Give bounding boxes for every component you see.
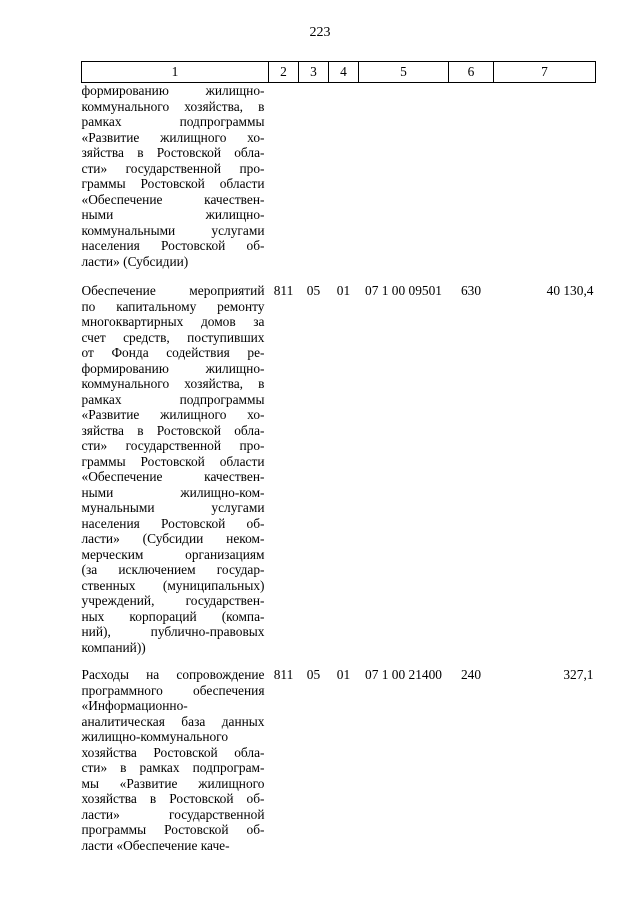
section-code: 05 bbox=[306, 667, 321, 682]
description-line: рамках подпрограммы bbox=[81, 114, 265, 129]
description-line: Расходы на сопровождение bbox=[81, 667, 265, 682]
ministry-code: 811 bbox=[273, 667, 294, 682]
amount: 327,1 bbox=[563, 667, 594, 682]
ministry-code: 811 bbox=[273, 283, 294, 298]
description-line: ласти «Обеспечение каче- bbox=[81, 837, 230, 853]
section-code: 05 bbox=[306, 283, 321, 298]
description-line: ными жилищно-ком- bbox=[81, 484, 265, 500]
description-line: сти» государственной про- bbox=[81, 160, 265, 176]
description-line: хозяйства Ростовской обла- bbox=[81, 744, 265, 760]
description-line: зяйства в Ростовской обла- bbox=[81, 422, 265, 438]
description-line: многоквартирных домов за bbox=[81, 314, 265, 329]
row-description bbox=[82, 283, 269, 667]
table-header bbox=[82, 62, 596, 83]
description-line: учреждений, государствен- bbox=[81, 593, 265, 608]
description-line: ных корпораций (компа- bbox=[81, 608, 265, 624]
subsection-code: 01 bbox=[336, 667, 351, 682]
description-line: мунальными услугами bbox=[81, 500, 265, 515]
description-line: ласти» (Субсидии) bbox=[81, 253, 189, 269]
description-line: зяйства в Ростовской обла- bbox=[81, 145, 265, 160]
expense-type-code: 240 bbox=[460, 667, 482, 682]
page-number: 223 bbox=[309, 25, 331, 40]
description-line: сти» государственной про- bbox=[81, 438, 265, 453]
header-col-7: 7 bbox=[494, 62, 596, 83]
description-line: населения Ростовской об- bbox=[81, 515, 265, 531]
description-line: коммунального хозяйства, в bbox=[81, 376, 265, 391]
expense-type-code: 630 bbox=[460, 283, 482, 298]
description-line: (за исключением государ- bbox=[81, 562, 265, 577]
description-line: аналитическая база данных bbox=[81, 713, 265, 729]
description-line: формированию жилищно- bbox=[81, 360, 265, 376]
description-line: мы «Развитие жилищного bbox=[81, 775, 265, 791]
description-line: коммунальными услугами bbox=[81, 222, 265, 238]
header-row bbox=[82, 62, 596, 83]
description-line: счет средств, поступивших bbox=[81, 329, 265, 345]
description-line: коммунального хозяйства, в bbox=[81, 98, 265, 114]
description-line: ний), публично-правовых bbox=[81, 624, 265, 639]
description-line: «Информационно- bbox=[81, 698, 188, 713]
description-line: Обеспечение мероприятий bbox=[81, 283, 265, 298]
table-row bbox=[82, 667, 596, 853]
amount bbox=[494, 83, 596, 284]
description-line: «Обеспечение качествен- bbox=[81, 191, 265, 207]
table-row bbox=[82, 283, 596, 667]
description-line: хозяйства в Ростовской об- bbox=[81, 791, 265, 806]
target-article-code: 07 1 00 09501 bbox=[365, 283, 442, 298]
description-line: «Развитие жилищного хо- bbox=[81, 407, 265, 422]
description-line: программы Ростовской об- bbox=[81, 822, 265, 837]
description-line: ственных (муниципальных) bbox=[81, 577, 265, 593]
amount: 40 130,4 bbox=[546, 283, 594, 298]
description-line: граммы Ростовской области bbox=[81, 176, 265, 191]
description-line: населения Ростовской об- bbox=[81, 238, 265, 253]
description-line: программного обеспечения bbox=[81, 682, 265, 698]
description-line: «Развитие жилищного хо- bbox=[81, 129, 265, 145]
row-description bbox=[82, 667, 269, 853]
description-line: рамках подпрограммы bbox=[81, 391, 265, 407]
description-line: формированию жилищно- bbox=[81, 83, 265, 98]
description-line: компаний)) bbox=[81, 639, 146, 655]
ministry-code bbox=[269, 83, 299, 284]
table-row bbox=[82, 83, 596, 284]
budget-table bbox=[81, 61, 596, 853]
description-line: жилищно-коммунального bbox=[81, 729, 229, 744]
header-col-3: 3 bbox=[299, 62, 329, 83]
description-line: мерческим организациям bbox=[81, 546, 265, 562]
description-line: ласти» (Субсидии неком- bbox=[81, 531, 265, 546]
header-col-1: 1 bbox=[82, 62, 269, 83]
expense-type-code bbox=[449, 83, 494, 284]
row-description bbox=[82, 83, 269, 284]
description-line: ными жилищно- bbox=[81, 207, 265, 222]
subsection-code: 01 bbox=[336, 283, 351, 298]
section-code bbox=[299, 83, 329, 284]
subsection-code bbox=[329, 83, 359, 284]
description-line: по капитальному ремонту bbox=[81, 298, 265, 314]
table-body bbox=[82, 83, 596, 854]
header-col-5: 5 bbox=[359, 62, 449, 83]
target-article-code bbox=[359, 83, 449, 284]
description-line: «Обеспечение качествен- bbox=[81, 469, 265, 484]
header-col-4: 4 bbox=[329, 62, 359, 83]
description-line: от Фонда содействия ре- bbox=[81, 345, 265, 360]
header-col-2: 2 bbox=[269, 62, 299, 83]
description-line: ласти» государственной bbox=[81, 806, 265, 822]
header-col-6: 6 bbox=[449, 62, 494, 83]
target-article-code: 07 1 00 21400 bbox=[365, 667, 442, 682]
description-line: граммы Ростовской области bbox=[81, 453, 265, 469]
description-line: сти» в рамках подпрограм- bbox=[81, 760, 265, 775]
